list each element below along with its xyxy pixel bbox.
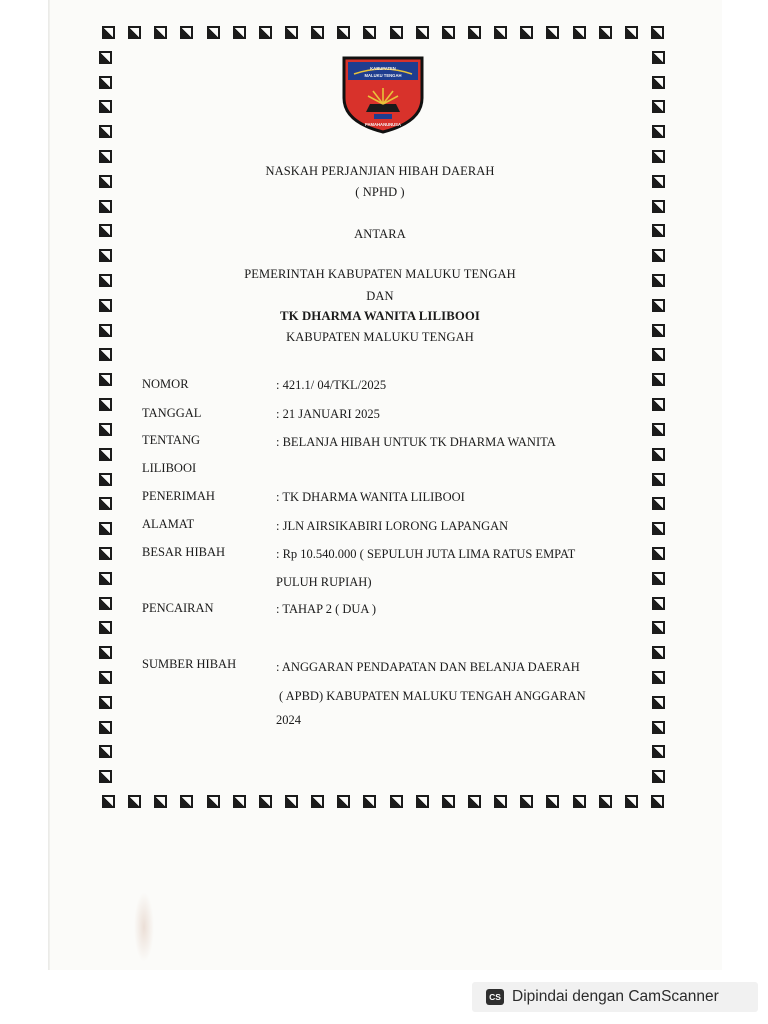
field-value-besar-hibah: : Rp 10.540.000 ( SEPULUH JUTA LIMA RATUS EMPAT [276, 547, 576, 561]
border-ornament-icon [652, 473, 665, 486]
border-ornament-icon [520, 795, 533, 808]
border-ornament-icon [99, 224, 112, 237]
border-ornament-icon [651, 26, 664, 39]
border-ornament-icon [128, 795, 141, 808]
border-ornament-icon [652, 646, 665, 659]
border-ornament-icon [337, 795, 350, 808]
border-ornament-icon [233, 795, 246, 808]
border-ornament-icon [652, 671, 665, 684]
border-ornament-icon [311, 795, 324, 808]
and-label: DAN [366, 289, 394, 303]
border-ornament-icon [652, 224, 665, 237]
border-ornament-icon [520, 26, 533, 39]
document-heading: NASKAH PERJANJIAN HIBAH DAERAH [265, 164, 495, 178]
border-ornament-icon [99, 125, 112, 138]
field-label-pencairan: PENCAIRAN [142, 601, 214, 615]
border-ornament-icon [99, 547, 112, 560]
border-ornament-icon [99, 448, 112, 461]
regency-emblem-logo [340, 54, 426, 134]
border-ornament-icon [494, 795, 507, 808]
border-ornament-icon [99, 373, 112, 386]
border-ornament-icon [546, 795, 559, 808]
border-ornament-icon [651, 795, 664, 808]
border-ornament-icon [652, 76, 665, 89]
border-ornament-icon [285, 26, 298, 39]
first-party: PEMERINTAH KABUPATEN MALUKU TENGAH [244, 267, 516, 281]
border-ornament-icon [652, 398, 665, 411]
border-ornament-icon [99, 770, 112, 783]
field-label-sumber-hibah: SUMBER HIBAH [142, 657, 237, 671]
border-ornament-icon [652, 721, 665, 734]
border-ornament-icon [99, 249, 112, 262]
border-ornament-icon [99, 423, 112, 436]
border-ornament-icon [99, 745, 112, 758]
border-ornament-icon [599, 795, 612, 808]
border-ornament-icon [154, 26, 167, 39]
border-ornament-icon [99, 473, 112, 486]
document-abbreviation: ( NPHD ) [355, 185, 405, 199]
field-label-penerimah: PENERIMAH [142, 489, 215, 503]
border-ornament-icon [652, 274, 665, 287]
border-ornament-icon [652, 100, 665, 113]
border-ornament-icon [233, 26, 246, 39]
border-ornament-icon [652, 572, 665, 585]
border-ornament-icon [99, 597, 112, 610]
border-ornament-icon [652, 150, 665, 163]
field-label-alamat: ALAMAT [142, 517, 195, 531]
field-label-besar-hibah: BESAR HIBAH [142, 545, 225, 559]
border-ornament-icon [652, 497, 665, 510]
border-ornament-icon [207, 26, 220, 39]
border-ornament-icon [652, 51, 665, 64]
field-label-liliboi-wrap: LILIBOOI [142, 461, 197, 475]
border-ornament-icon [180, 26, 193, 39]
border-ornament-icon [652, 299, 665, 312]
border-ornament-icon [99, 150, 112, 163]
field-label-tanggal: TANGGAL [142, 406, 202, 420]
field-value-sumber-hibah: : ANGGARAN PENDAPATAN DAN BELANJA DAERAH [276, 660, 580, 674]
border-ornament-icon [259, 795, 272, 808]
border-ornament-icon [99, 76, 112, 89]
field-value-tentang: : BELANJA HIBAH UNTUK TK DHARMA WANITA [276, 435, 556, 449]
field-label-tentang: TENTANG [142, 433, 201, 447]
border-ornament-icon [311, 26, 324, 39]
border-ornament-icon [652, 745, 665, 758]
border-ornament-icon [99, 721, 112, 734]
border-ornament-icon [99, 572, 112, 585]
field-value-tanggal: : 21 JANUARI 2025 [276, 407, 380, 421]
border-ornament-icon [652, 348, 665, 361]
border-ornament-icon [99, 497, 112, 510]
emblem-sub-text: MALUKU TENGAH [364, 73, 402, 78]
border-ornament-icon [99, 671, 112, 684]
border-ornament-icon [652, 249, 665, 262]
border-ornament-icon [416, 26, 429, 39]
border-ornament-icon [99, 274, 112, 287]
border-ornament-icon [154, 795, 167, 808]
border-ornament-icon [468, 26, 481, 39]
border-ornament-icon [652, 324, 665, 337]
field-value-pencairan: : TAHAP 2 ( DUA ) [276, 602, 377, 616]
border-ornament-icon [652, 125, 665, 138]
border-ornament-icon [102, 26, 115, 39]
border-ornament-icon [652, 547, 665, 560]
border-ornament-icon [99, 200, 112, 213]
border-ornament-icon [259, 26, 272, 39]
border-ornament-icon [99, 299, 112, 312]
emblem-top-text: KABUPATEN [370, 66, 396, 71]
border-ornament-icon [363, 795, 376, 808]
field-value-penerimah: : TK DHARMA WANITA LILIBOOI [276, 490, 465, 504]
border-ornament-icon [652, 621, 665, 634]
border-ornament-icon [652, 597, 665, 610]
border-ornament-icon [416, 795, 429, 808]
field-value-alamat: : JLN AIRSIKABIRI LORONG LAPANGAN [276, 519, 509, 533]
border-ornament-icon [180, 795, 193, 808]
border-ornament-icon [363, 26, 376, 39]
camscanner-watermark [472, 982, 758, 1012]
border-ornament-icon [625, 26, 638, 39]
border-ornament-icon [99, 175, 112, 188]
border-ornament-icon [468, 795, 481, 808]
field-value-besar-hibah-cont: PULUH RUPIAH) [276, 575, 372, 589]
border-ornament-icon [652, 200, 665, 213]
border-ornament-icon [652, 175, 665, 188]
border-ornament-icon [652, 522, 665, 535]
field-value-sumber-hibah-cont: ( APBD) KABUPATEN MALUKU TENGAH ANGGARAN [279, 689, 586, 703]
camscanner-text: Dipindai dengan CamScanner [512, 988, 719, 1005]
field-value-nomor: : 421.1/ 04/TKL/2025 [276, 378, 387, 392]
border-ornament-icon [546, 26, 559, 39]
border-ornament-icon [442, 795, 455, 808]
camscanner-icon: CS [486, 989, 504, 1005]
second-party-region: KABUPATEN MALUKU TENGAH [286, 330, 474, 344]
border-ornament-icon [99, 621, 112, 634]
border-ornament-icon [128, 26, 141, 39]
border-ornament-icon [99, 51, 112, 64]
border-ornament-icon [99, 348, 112, 361]
border-ornament-icon [599, 26, 612, 39]
border-ornament-icon [652, 770, 665, 783]
border-ornament-icon [337, 26, 350, 39]
border-ornament-icon [625, 795, 638, 808]
border-ornament-icon [652, 373, 665, 386]
border-ornament-icon [442, 26, 455, 39]
border-ornament-icon [99, 696, 112, 709]
border-ornament-icon [99, 522, 112, 535]
border-ornament-icon [573, 795, 586, 808]
emblem-motto-text: PAMAHANUNUSA [365, 122, 401, 127]
border-ornament-icon [573, 26, 586, 39]
field-label-nomor: NOMOR [142, 377, 189, 391]
between-label: ANTARA [354, 227, 406, 241]
emblem-graphic [340, 54, 426, 134]
border-ornament-icon [390, 26, 403, 39]
border-ornament-icon [652, 696, 665, 709]
border-ornament-icon [99, 100, 112, 113]
border-ornament-icon [285, 795, 298, 808]
border-ornament-icon [390, 795, 403, 808]
field-value-sumber-hibah-year: 2024 [276, 713, 301, 727]
border-ornament-icon [652, 423, 665, 436]
border-ornament-icon [494, 26, 507, 39]
second-party-name: TK DHARMA WANITA LILIBOOI [279, 309, 481, 323]
border-ornament-icon [99, 398, 112, 411]
border-ornament-icon [99, 324, 112, 337]
border-ornament-icon [102, 795, 115, 808]
border-ornament-icon [99, 646, 112, 659]
border-ornament-icon [652, 448, 665, 461]
border-ornament-icon [207, 795, 220, 808]
